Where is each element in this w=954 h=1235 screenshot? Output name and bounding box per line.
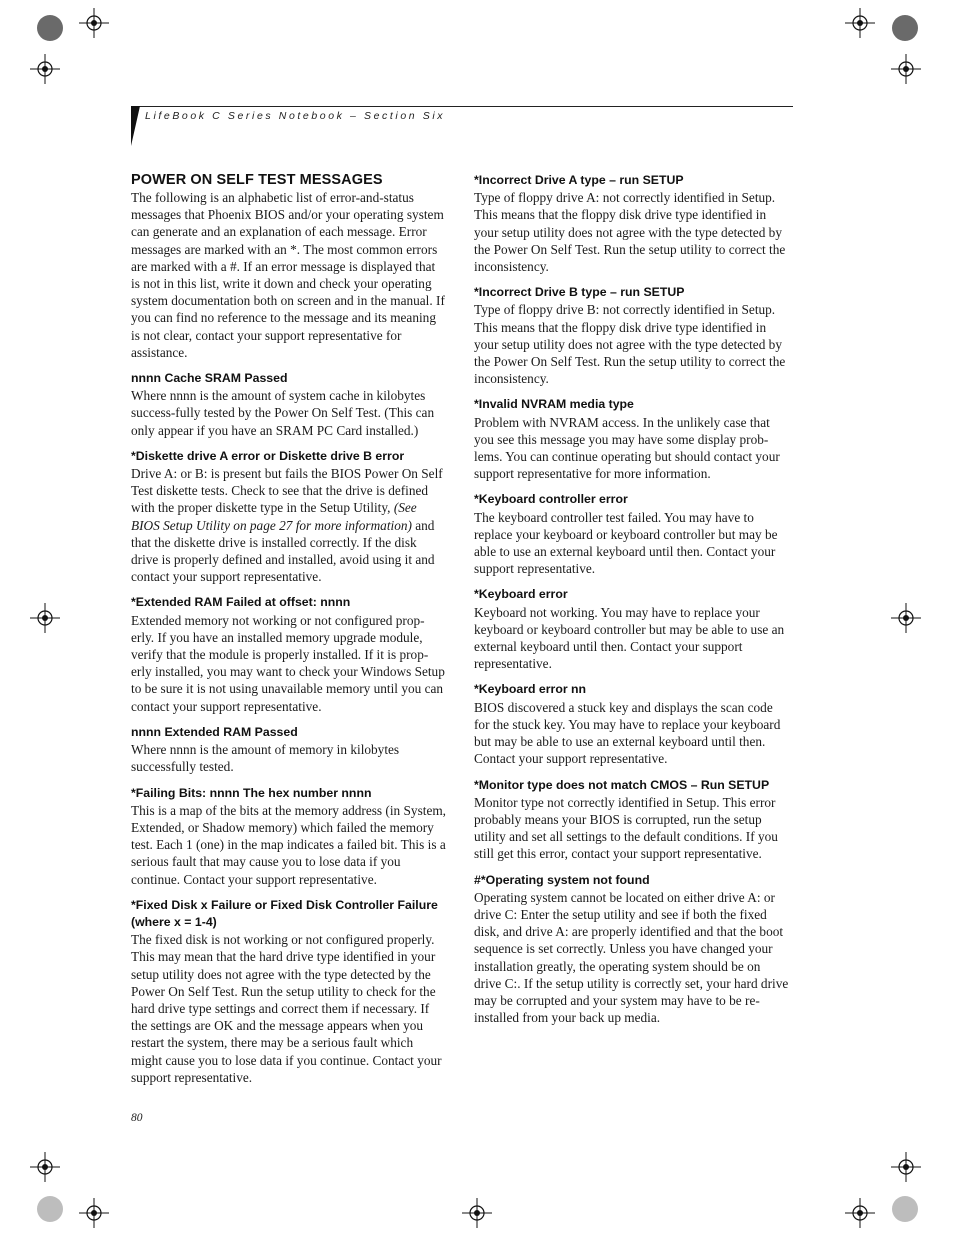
message-heading: #*Operating system not found (474, 872, 650, 887)
message-heading: *Monitor type does not match CMOS – Run SETUP (474, 777, 770, 792)
message-heading: nnnn Cache SRAM Passed (131, 371, 288, 386)
color-calibration-circle-icon (37, 1196, 63, 1222)
message-description: Type of floppy drive A: not correctly identified in Setup. This means that the floppy disk drive type identified in your setup utility does not agree with the type detected by the Power On Self Test. Run the setup utility to correct the inconsistency. (474, 190, 786, 275)
color-calibration-circle-icon (892, 1196, 918, 1222)
message-entry (474, 777, 790, 863)
message-entry (474, 284, 790, 387)
message-entry (474, 872, 790, 1027)
message-heading: *Incorrect Drive A type – run SETUP (474, 173, 684, 187)
message-description: Problem with NVRAM access. In the unlikely case that you see this message you may have some display prob-lems. You can continue operating but should contact your support representative for more information. (474, 414, 780, 482)
registration-mark-icon (462, 1198, 492, 1228)
message-description: Where nnnn is the amount of memory in kilobytes successfully tested. (131, 742, 400, 775)
message-description: This is a map of the bits at the memory address (in System, Extended, or Shadow memory) which failed the memory test. Each 1 (one) in the map indicates a failed bit. This is a serious fault that may cause you to lose data if you continue. Contact your support representative. (131, 802, 447, 887)
message-entry (131, 448, 446, 586)
message-entry (474, 586, 790, 672)
registration-mark-icon (30, 54, 60, 84)
registration-mark-icon (845, 1198, 875, 1228)
message-heading: nnnn Extended RAM Passed (131, 724, 298, 739)
page-number: 80 (131, 1112, 143, 1124)
description-text: Drive A: or B: is present but fails the BIOS Power On Self Test diskette tests. Check to see that the drive is defined with the proper diskette type in the Setup Utility, (131, 466, 443, 516)
registration-mark-icon (891, 603, 921, 633)
message-entry (131, 785, 446, 888)
registration-mark-icon (845, 8, 875, 38)
intro-paragraph: The following is an alphabetic list of error-and-status messages that Phoenix BIOS and/or your operating system can generate and an explanation of each message. Error messages are marked with an *. The most common errors are marked with a #. If an error message is displayed that is not in this list, write it down and check your operating system documentation both on screen and in the manual. If you can find no reference to the message and its meaning is not clear, contact your support representative for assistance. (131, 190, 445, 360)
message-entry (131, 370, 446, 439)
message-heading: *Incorrect Drive B type – run SETUP (474, 285, 685, 300)
message-entry (474, 172, 790, 275)
header-rule (131, 106, 793, 107)
registration-mark-icon (79, 8, 109, 38)
registration-mark-icon (30, 603, 60, 633)
cross-reference: (See BIOS Setup Utility on page 27 for more information) (131, 500, 417, 533)
message-entry (131, 724, 446, 776)
message-heading: *Failing Bits: nnnn The hex number nnnn (131, 785, 372, 800)
registration-mark-icon (79, 1198, 109, 1228)
message-description: Extended memory not working or not configured prop-erly. If you have an installed memory upgrade module, verify that the module is properly installed. If it is prop-erly installed, you may want to check your Windows Setup to be sure it is not using unavailable memory until you can contact your support representative. (131, 612, 445, 714)
page-title: POWER ON SELF TEST MESSAGES (131, 172, 383, 188)
message-heading: *Invalid NVRAM media type (474, 397, 634, 412)
message-description: Monitor type not correctly identified in Setup. This error probably means your BIOS is corrupted, run the setup utility and set all settings to the default conditions. If you still get this error, contact your support representative. (474, 794, 778, 862)
right-column (474, 172, 790, 1026)
description-text: and that the diskette drive is installed correctly. If the disk drive is properly defined and installed, avoid using it and contact your support representative. (131, 517, 435, 585)
message-heading: *Keyboard error nn (474, 682, 587, 697)
color-calibration-circle-icon (892, 15, 918, 41)
running-header: LifeBook C Series Notebook – Section Six (145, 110, 446, 122)
message-heading: *Diskette drive A error or Diskette drive B error (131, 448, 405, 463)
message-heading: *Keyboard controller error (474, 492, 628, 507)
message-description (131, 465, 446, 585)
left-column (131, 172, 446, 1086)
message-entry (131, 897, 446, 1086)
message-entry (474, 491, 790, 577)
message-description: Where nnnn is the amount of system cache in kilobytes success-fully tested by the Power On Self Test. (This can only appear if you have an SRAM PC Card installed.) (131, 388, 435, 438)
message-description: The keyboard controller test failed. You may have to replace your keyboard or keyboard controller but may be able to use an external keyboard until then. Contact your support representative. (474, 509, 778, 577)
message-description: Operating system cannot be located on either drive A: or drive C: Enter the setup utility and see if both the fixed disk, and drive A: are properly identified and that the boot sequence is set correctly. Unless you have changed your installation greatly, the operating system should be on drive C:. If the setup utility is correctly set, your hard drive may be corrupted and your system may have to be re-installed from your back up media. (474, 889, 789, 1026)
color-calibration-circle-icon (37, 15, 63, 41)
header-tab (131, 106, 140, 146)
registration-mark-icon (30, 1152, 60, 1182)
message-description: BIOS discovered a stuck key and displays the scan code for the stuck key. You may have to replace your keyboard but may be able to use an external keyboard until then. Contact your support representative. (474, 699, 781, 767)
registration-mark-icon (891, 54, 921, 84)
message-heading: *Extended RAM Failed at offset: nnnn (131, 595, 351, 610)
message-description: Keyboard not working. You may have to replace your keyboard or keyboard controller but may be able to use an external keyboard until then. Contact your support representative. (474, 604, 785, 672)
message-entry (131, 594, 446, 714)
message-description: The fixed disk is not working or not configured properly. This may mean that the hard drive type identified in your setup utility does not agree with the type detected by the Power On Self Test. Run the setup utility to check for the hard drive type settings and correct them if necessary. If the settings are OK and the message appears when you restart the system, there may be a serious fault which might cause you to lose data if you continue. Contact your support representative. (131, 932, 442, 1085)
message-heading: *Keyboard error (474, 587, 568, 602)
registration-mark-icon (891, 1152, 921, 1182)
message-description: Type of floppy drive B: not correctly identified in Setup. This means that the floppy disk drive type identified in your setup utility does not agree with the type detected by the Power On Self Test. Run the setup utility to correct the inconsistency. (474, 302, 786, 387)
message-entry (474, 681, 790, 767)
message-heading: *Fixed Disk x Failure or Fixed Disk Controller Failure (where x = 1-4) (131, 897, 438, 929)
message-entry (474, 396, 790, 482)
